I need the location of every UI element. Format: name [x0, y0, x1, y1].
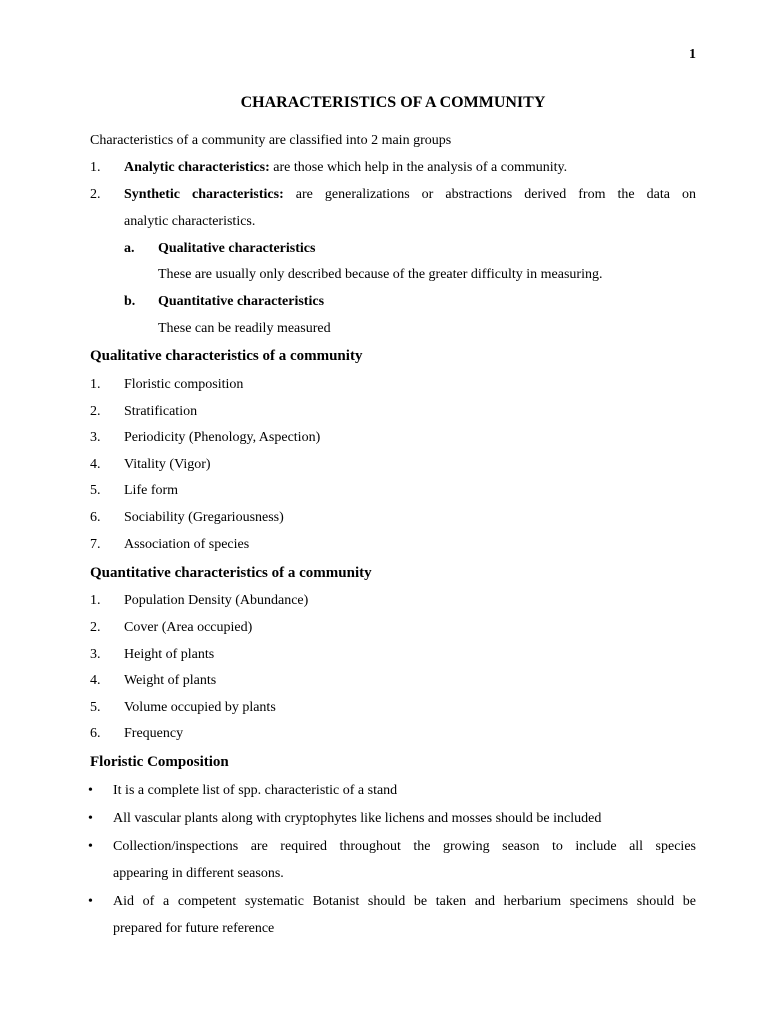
subgroup-desc: These can be readily measured: [158, 321, 331, 336]
group-term: Synthetic characteristics:: [124, 187, 284, 202]
list-number: 5.: [90, 700, 101, 715]
list-number: 7.: [90, 537, 101, 552]
group-term: Analytic characteristics:: [124, 160, 270, 175]
list-number: 3.: [90, 430, 101, 445]
list-number: 6.: [90, 510, 101, 525]
list-item: Floristic composition: [124, 377, 244, 392]
bullet-item-continuation: appearing in different seasons.: [113, 866, 284, 881]
page-number: 1: [689, 47, 696, 62]
section-heading-qualitative: Qualitative characteristics of a community: [90, 348, 363, 364]
group-text: are generalizations or abstractions derived from the data on: [283, 187, 696, 202]
bullet-item: All vascular plants along with cryptophytes like lichens and mosses should be included: [113, 811, 602, 826]
list-item: Sociability (Gregariousness): [124, 510, 284, 525]
list-number: 3.: [90, 647, 101, 662]
list-number: 6.: [90, 726, 101, 741]
list-item: Stratification: [124, 404, 198, 419]
list-item: Life form: [124, 483, 179, 498]
list-number: 2.: [90, 620, 101, 635]
group-text: are those which help in the analysis of a community.: [269, 160, 568, 175]
list-item: Height of plants: [124, 647, 215, 662]
bullet-icon: •: [88, 894, 93, 909]
bullet-item: Aid of a competent systematic Botanist should be taken and herbarium specimens should be: [113, 894, 696, 909]
list-item: Volume occupied by plants: [124, 700, 276, 715]
group-text-continuation: analytic characteristics.: [124, 214, 256, 229]
subgroup-label: Quantitative characteristics: [158, 294, 325, 309]
list-item: Association of species: [124, 537, 250, 552]
group-number: 1.: [90, 160, 101, 175]
page-title: CHARACTERISTICS OF A COMMUNITY: [240, 94, 546, 111]
list-number: 4.: [90, 457, 101, 472]
bullet-icon: •: [88, 811, 93, 826]
bullet-icon: •: [88, 783, 93, 798]
group-item: [124, 186, 696, 204]
list-number: 2.: [90, 404, 101, 419]
bullet-item: It is a complete list of spp. characteristic of a stand: [113, 783, 398, 798]
subgroup-desc: These are usually only described because of the greater difficulty in measuring.: [158, 267, 603, 282]
group-item: [124, 159, 567, 177]
subgroup-letter: a.: [124, 241, 135, 256]
bullet-item-continuation: prepared for future reference: [113, 921, 275, 936]
group-number: 2.: [90, 187, 101, 202]
list-number: 4.: [90, 673, 101, 688]
list-item: Vitality (Vigor): [124, 457, 211, 472]
list-item: Weight of plants: [124, 673, 217, 688]
subgroup-label: Qualitative characteristics: [158, 241, 316, 256]
list-item: Periodicity (Phenology, Aspection): [124, 430, 321, 445]
section-heading-floristic: Floristic Composition: [90, 754, 229, 770]
intro-text: Characteristics of a community are classified into 2 main groups: [90, 133, 452, 148]
bullet-icon: •: [88, 839, 93, 854]
list-number: 5.: [90, 483, 101, 498]
list-item: Frequency: [124, 726, 184, 741]
bullet-item: Collection/inspections are required throughout the growing season to include all species: [113, 839, 696, 854]
list-number: 1.: [90, 377, 101, 392]
subgroup-letter: b.: [124, 294, 136, 309]
section-heading-quantitative: Quantitative characteristics of a community: [90, 565, 372, 581]
list-item: Population Density (Abundance): [124, 593, 309, 608]
list-number: 1.: [90, 593, 101, 608]
list-item: Cover (Area occupied): [124, 620, 253, 635]
